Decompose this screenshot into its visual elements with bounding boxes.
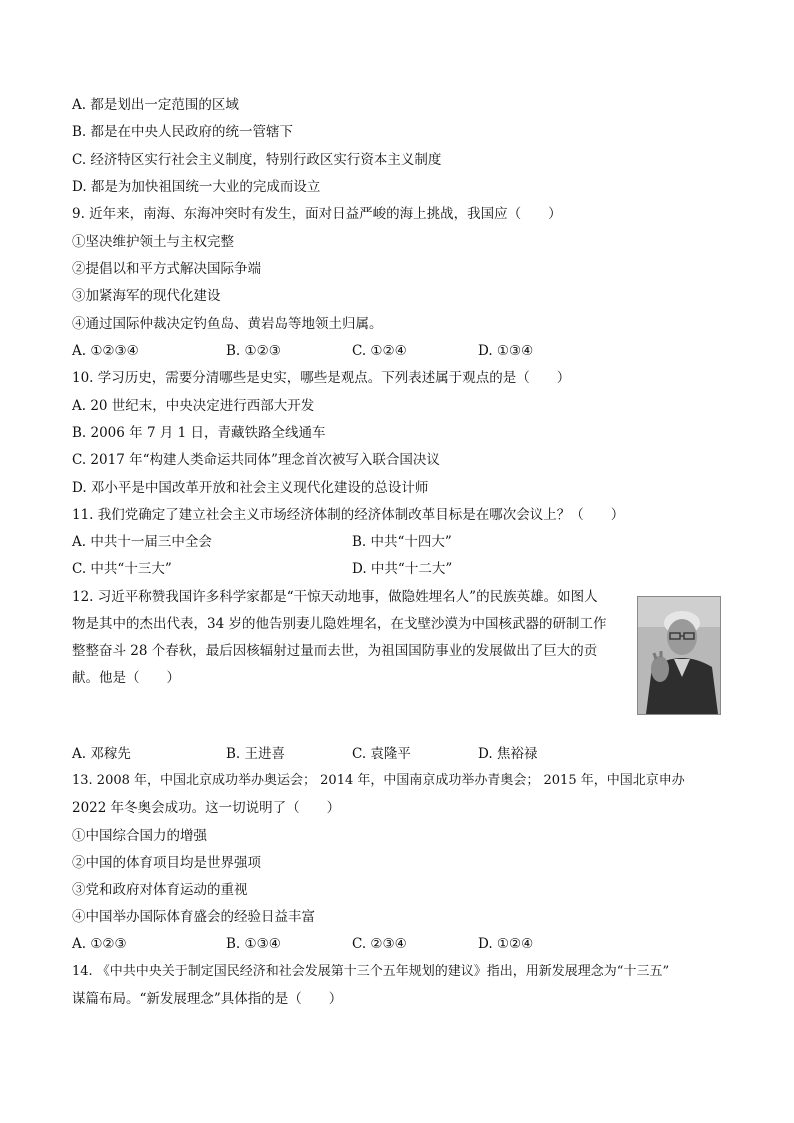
q13-line-2: 2022 年冬奥会成功。这一切说明了（ ）: [72, 800, 341, 816]
q14-line-2: 谋篇布局。“新发展理念”具体指的是（ ）: [72, 991, 343, 1007]
q10-option-a: A. 20 世纪末，中央决定进行西部大开发: [72, 398, 315, 414]
q9-item-1: ①坚决维护领土与主权完整: [72, 234, 234, 250]
q9-item-2: ②提倡以和平方式解决国际争端: [72, 261, 261, 277]
q13-item-1: ①中国综合国力的增强: [72, 828, 207, 844]
q8-option-c: C. 经济特区实行社会主义制度，特别行政区实行资本主义制度: [72, 152, 442, 168]
q9-stem: 9. 近年来，南海、东海冲突时有发生，面对日益严峻的海上挑战，我国应（ ）: [72, 206, 562, 222]
q12-line-1: 12. 习近平称赞我国许多科学家都是“干惊天动地事，做隐姓埋名人”的民族英雄。如图人: [72, 589, 598, 605]
q10-option-c: C. 2017 年“构建人类命运共同体”理念首次被写入联合国决议: [72, 452, 440, 468]
q13-item-2: ②中国的体育项目均是世界强项: [72, 855, 261, 871]
q8-option-a: A. 都是划出一定范围的区域: [72, 97, 239, 113]
q14-line-1: 14. 《中共中央关于制定国民经济和社会发展第十三个五年规划的建议》指出，用新发展理念为“十三五”: [72, 964, 670, 979]
q13-option-c: C. ②③④: [352, 936, 407, 952]
q12-option-c: C. 袁隆平: [352, 746, 411, 762]
q12-option-a: A. 邓稼先: [72, 746, 131, 762]
q9-option-c: C. ①②④: [352, 343, 407, 359]
q9-option-a: A. ①②③④: [72, 343, 139, 359]
q13-option-a: A. ①②③: [72, 936, 127, 952]
q12-line-4: 献。他是（ ）: [72, 670, 180, 686]
q8-option-b: B. 都是在中央人民政府的统一管辖下: [72, 124, 294, 140]
q13-item-3: ③党和政府对体育运动的重视: [72, 882, 248, 898]
q9-option-d: D. ①③④: [478, 343, 534, 359]
q13-option-b: B. ①③④: [226, 936, 281, 952]
q12-line-2: 物是其中的杰出代表，34 岁的他告别妻儿隐姓埋名，在戈壁沙漠为中国核武器的研制工作: [72, 616, 607, 632]
q11-option-a: A. 中共十一届三中全会: [72, 534, 212, 550]
q9-item-4: ④通过国际仲裁决定钓鱼岛、黄岩岛等地领土归属。: [72, 316, 383, 332]
q10-option-b: B. 2006 年 7 月 1 日，青藏铁路全线通车: [72, 425, 326, 441]
q11-option-b: B. 中共“十四大”: [352, 534, 452, 550]
q13-line-1: 13. 2008 年，中国北京成功举办奥运会； 2014 年，中国南京成功举办青奥会； 2015 年，中国北京申办: [72, 773, 685, 788]
portrait-photo: [637, 596, 721, 715]
q9-option-b: B. ①②③: [226, 343, 281, 359]
q11-stem: 11. 我们党确定了建立社会主义市场经济体制的经济体制改革目标是在哪次会议上？（ ）: [72, 507, 625, 523]
q11-option-d: D. 中共“十二大”: [352, 561, 453, 577]
q10-option-d: D. 邓小平是中国改革开放和社会主义现代化建设的总设计师: [72, 480, 429, 496]
q10-stem: 10. 学习历史，需要分清哪些是史实，哪些是观点。下列表述属于观点的是（ ）: [72, 370, 571, 386]
q12-option-d: D. 焦裕禄: [478, 746, 538, 762]
q11-option-c: C. 中共“十三大”: [72, 561, 172, 577]
q9-item-3: ③加紧海军的现代化建设: [72, 288, 221, 304]
q13-item-4: ④中国举办国际体育盛会的经验日益丰富: [72, 909, 315, 925]
q13-option-d: D. ①②④: [478, 936, 534, 952]
q12-option-b: B. 王进喜: [226, 746, 286, 762]
q8-option-d: D. 都是为加快祖国统一大业的完成而设立: [72, 179, 321, 195]
q12-line-3: 整整奋斗 28 个春秋，最后因核辐射过量而去世，为祖国国防事业的发展做出了巨大的贡: [72, 643, 598, 659]
